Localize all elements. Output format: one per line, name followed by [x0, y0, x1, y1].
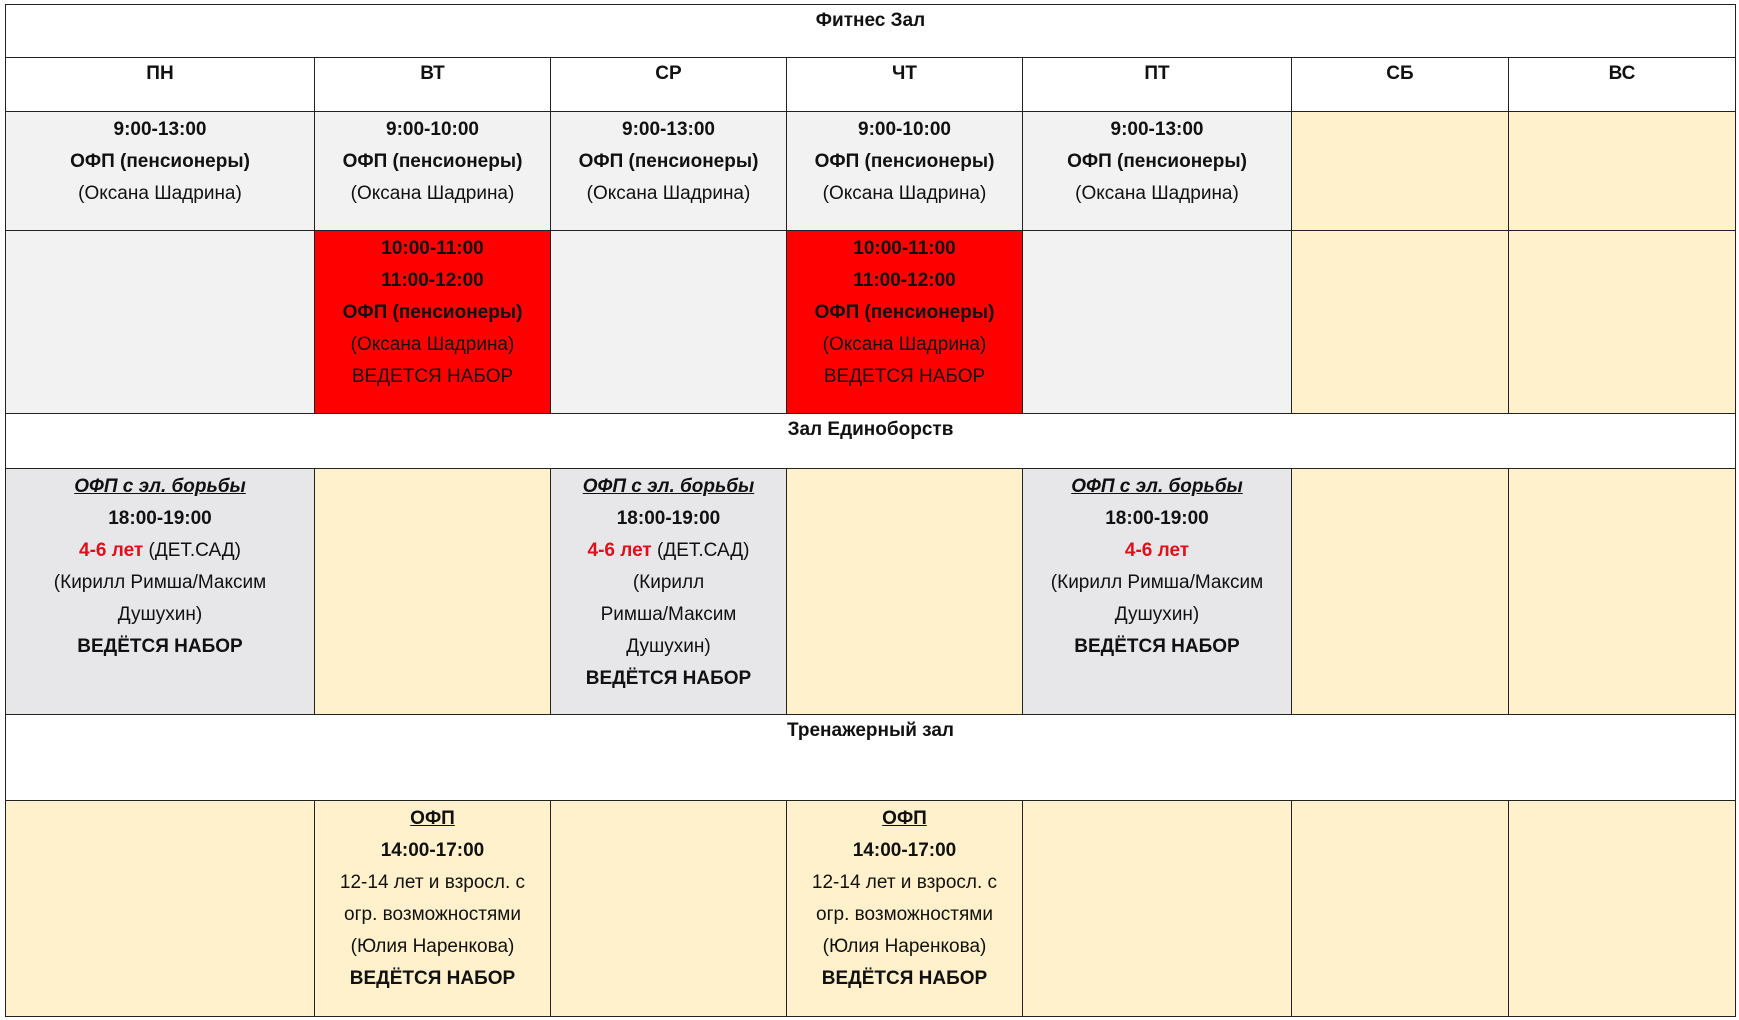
day-header-sat: СБ	[1292, 58, 1509, 112]
empty-cell-sun	[1509, 112, 1736, 231]
empty-cell-sun	[1509, 801, 1736, 1017]
class-age-line	[557, 535, 780, 567]
class-trainer: (Юлия Наренкова)	[822, 936, 987, 957]
class-time: 9:00-13:00	[1110, 119, 1204, 140]
class-description: огр. возможностями	[816, 904, 993, 925]
class-cell-thu-recruiting	[787, 231, 1023, 414]
class-age-line	[12, 535, 308, 567]
class-description: 12-14 лет и взросл. с	[811, 872, 998, 893]
class-trainer: (Оксана Шадрина)	[822, 183, 987, 204]
empty-cell-sat	[1292, 469, 1509, 715]
class-title: ОФП	[410, 808, 455, 829]
class-cell-thu	[787, 112, 1023, 231]
class-time: 9:00-10:00	[386, 119, 479, 140]
class-title: ОФП с эл. борьбы	[1071, 476, 1243, 497]
class-trainer: (Оксана Шадрина)	[78, 183, 242, 204]
recruiting-status: ВЕДЁТСЯ НАБОР	[1074, 636, 1240, 657]
class-title: ОФП (пенсионеры)	[578, 151, 759, 172]
day-header-tue: ВТ	[315, 58, 551, 112]
class-trainer: (Юлия Наренкова)	[350, 936, 515, 957]
class-cell-mon	[6, 112, 315, 231]
class-cell-thu	[787, 801, 1023, 1017]
class-cell-fri	[1023, 112, 1292, 231]
class-trainer: (Оксана Шадрина)	[586, 183, 751, 204]
recruiting-status: ВЕДЕТСЯ НАБОР	[351, 366, 514, 387]
empty-cell-mon	[6, 231, 315, 414]
class-description: огр. возможностями	[344, 904, 521, 925]
class-time: 10:00-11:00	[853, 238, 956, 259]
class-trainer: (Оксана Шадрина)	[822, 334, 987, 355]
class-trainer: (Оксана Шадрина)	[1075, 183, 1239, 204]
class-trainer: (Оксана Шадрина)	[350, 334, 515, 355]
class-trainer: (Кирилл Римша/Максим	[53, 572, 267, 593]
empty-cell-wed	[551, 231, 787, 414]
class-time: 11:00-12:00	[853, 270, 956, 291]
empty-cell-wed	[551, 801, 787, 1017]
recruiting-status: ВЕДЕТСЯ НАБОР	[823, 366, 986, 387]
class-cell-mon	[6, 469, 315, 715]
class-cell-tue	[315, 112, 551, 231]
empty-cell-sun	[1509, 231, 1736, 414]
empty-cell-sat	[1292, 801, 1509, 1017]
age-group: 4-6 лет	[587, 540, 652, 561]
class-time: 18:00-19:00	[108, 508, 212, 529]
martial-row	[6, 469, 1736, 715]
section-title-gym: Тренажерный зал	[6, 715, 1736, 801]
class-title: ОФП с эл. борьбы	[582, 476, 755, 497]
class-time: 14:00-17:00	[380, 840, 485, 861]
class-cell-tue-recruiting	[315, 231, 551, 414]
section-row-fitness	[6, 5, 1736, 58]
age-group: 4-6 лет	[79, 540, 144, 561]
day-header-wed: СР	[551, 58, 787, 112]
class-trainer: (Кирилл	[632, 572, 705, 593]
class-cell-wed	[551, 112, 787, 231]
empty-cell-mon	[6, 801, 315, 1017]
class-trainer: Римша/Максим	[600, 604, 737, 625]
empty-cell-thu	[787, 469, 1023, 715]
class-trainer: (Оксана Шадрина)	[350, 183, 515, 204]
class-cell-fri	[1023, 469, 1292, 715]
class-title: ОФП	[882, 808, 927, 829]
section-title-martial: Зал Единоборств	[6, 414, 1736, 469]
day-header-row	[6, 58, 1736, 112]
class-description: 12-14 лет и взросл. с	[339, 872, 526, 893]
class-trainer: Душухин)	[626, 636, 711, 657]
age-group: 4-6 лет	[1124, 540, 1190, 561]
gym-row	[6, 801, 1736, 1017]
class-time: 9:00-13:00	[113, 119, 207, 140]
group-type: (ДЕТ.САД)	[651, 540, 750, 561]
day-header-sun: ВС	[1509, 58, 1736, 112]
class-title: ОФП с эл. борьбы	[74, 476, 246, 497]
class-time: 11:00-12:00	[381, 270, 484, 291]
class-cell-tue	[315, 801, 551, 1017]
day-header-mon: ПН	[6, 58, 315, 112]
recruiting-status: ВЕДЁТСЯ НАБОР	[821, 968, 988, 989]
empty-cell-tue	[315, 469, 551, 715]
class-time: 14:00-17:00	[852, 840, 957, 861]
recruiting-status: ВЕДЁТСЯ НАБОР	[585, 668, 752, 689]
class-time: 10:00-11:00	[381, 238, 484, 259]
class-title: ОФП (пенсионеры)	[70, 151, 250, 172]
recruiting-status: ВЕДЁТСЯ НАБОР	[349, 968, 516, 989]
section-row-martial	[6, 414, 1736, 469]
schedule-table	[5, 4, 1736, 1017]
class-title: ОФП (пенсионеры)	[342, 302, 523, 323]
class-cell-wed	[551, 469, 787, 715]
group-type: (ДЕТ.САД)	[143, 540, 241, 561]
empty-cell-fri	[1023, 231, 1292, 414]
empty-cell-sat	[1292, 231, 1509, 414]
class-title: ОФП (пенсионеры)	[342, 151, 523, 172]
class-title: ОФП (пенсионеры)	[814, 302, 995, 323]
day-header-fri: ПТ	[1023, 58, 1292, 112]
section-title-fitness: Фитнес Зал	[6, 5, 1736, 58]
class-title: ОФП (пенсионеры)	[814, 151, 995, 172]
empty-cell-fri	[1023, 801, 1292, 1017]
day-header-thu: ЧТ	[787, 58, 1023, 112]
recruiting-status: ВЕДЁТСЯ НАБОР	[77, 636, 243, 657]
class-trainer: Душухин)	[1114, 604, 1200, 625]
fitness-row-2	[6, 231, 1736, 414]
class-time: 9:00-10:00	[858, 119, 951, 140]
class-time: 18:00-19:00	[616, 508, 721, 529]
class-trainer: Душухин)	[117, 604, 203, 625]
class-title: ОФП (пенсионеры)	[1067, 151, 1247, 172]
class-trainer: (Кирилл Римша/Максим	[1050, 572, 1264, 593]
fitness-row-1	[6, 112, 1736, 231]
section-row-gym	[6, 715, 1736, 801]
class-time: 18:00-19:00	[1105, 508, 1209, 529]
class-time: 9:00-13:00	[622, 119, 715, 140]
empty-cell-sat	[1292, 112, 1509, 231]
empty-cell-sun	[1509, 469, 1736, 715]
